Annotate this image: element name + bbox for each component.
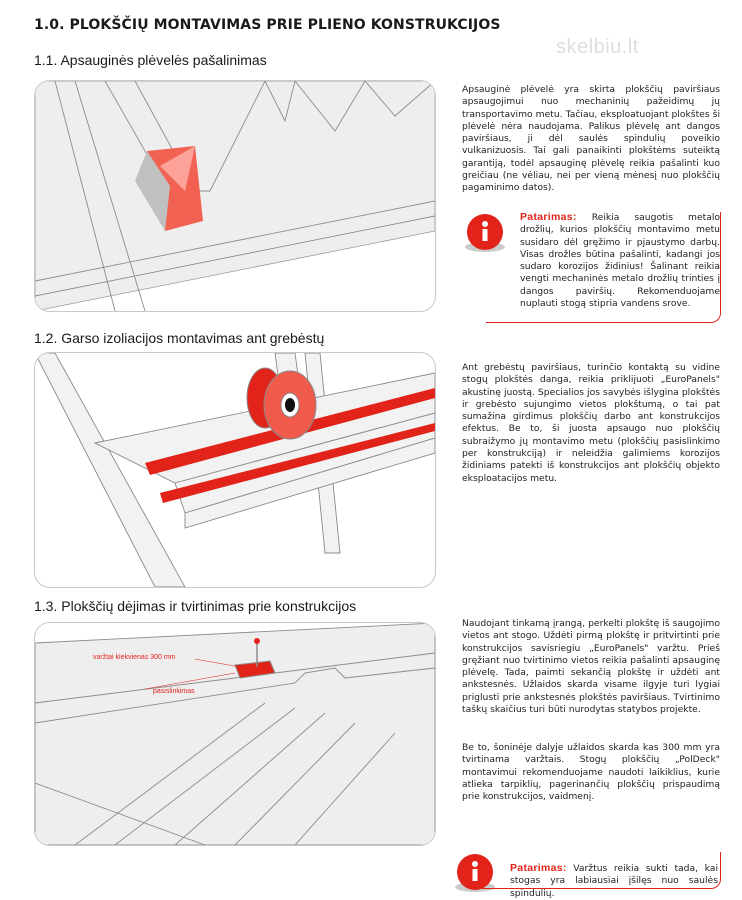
page-title: 1.0. PLOKŠČIŲ MONTAVIMAS PRIE PLIENO KONSTRUKCIJOS [34, 17, 501, 33]
paragraph-1-3: Naudojant tinkamą įrangą, perkelti plokštę iš saugojimo vietos ant stogo. Uždėti pirmą plokštę ir pritvirtinti prie konstrukcijos savisriegiu „EuroPanels" varžtu. Prieš gręžiant nuo tvirtinimo vietos reikia pašalinti apsauginę plėvelę. Tada, paimti sekančią plokštę ir uždėti ant ankstesnės. Užlaidos skarda visame ilgyje turi lygiai priglusti prie ankstesnės plokštės paviršiaus. Tvirtinimo taškų skaičius turi būti nurodytas statybos projekte. [462, 618, 720, 716]
tip-text: Varžtus reikia sukti tada, kai stogas yra labiausiai įšilęs nuo saulės spindulių. [510, 863, 718, 899]
illustration-film-removal [34, 80, 436, 312]
tip-label: Patarimas: [510, 862, 567, 874]
tip-border [480, 852, 721, 889]
section-title-1-2: 1.2. Garso izoliacijos montavimas ant grebėstų [34, 330, 325, 346]
illustration-panel-fixing [34, 622, 436, 846]
label-screws: varžtai kiekvienas 300 mm [93, 654, 176, 661]
paragraph-1-2: Ant grebėstų paviršiaus, turinčio kontaktą su vidine stogų plokštės danga, reikia priklijuoti „EuroPanels" akustinę juostą. Specialios jos savybės išlygina plokštės ir grebėsto sujungimo vietos plokštumą, o tai pat sumažina girdimus plokščių darbo ant konstrukcijos efektus. Be to, ši juosta apsaugo nuo plokščių subraižymo jų montavimo metu (plokščių pasislinkimo per konstrukciją) ir neleidžia galimiems korozijos židiniams patekti iš konstrukcijos ant plokščių objekto eksploatacijos metu. [462, 362, 720, 484]
tip-border [486, 212, 721, 323]
tip-label: Patarimas: [520, 211, 577, 223]
watermark: skelbiu.lt [556, 36, 639, 58]
paragraph-1-3-b: Be to, šoninėje dalyje užlaidos skarda kas 300 mm yra tvirtinama varžtais. Stogų plokščių „PolDeck" montavimui rekomenduojame naudoti laikiklius, kurie atlieka tarpiklių, pagerinančių plokščių prispaudimą prie konstrukcijos, vaidmenį. [462, 742, 720, 803]
label-overlap: pasislinkimas [153, 688, 195, 695]
illustration-acoustic-tape [34, 352, 436, 588]
tip-text: Reikia saugotis metalo drožlių, kurios plokščių montavimo metu susidaro dėl gręžimo ir pjaustymo darbų. Visas drožles būtina pašalinti, kadangi jos sudaro korozijos židinius! Šalinant reikia vengti mechaninės metalo drožlių trinties į dangos paviršių. Rekomenduojame nuplauti stogą stipria vandens srove. [520, 212, 721, 310]
paragraph-1-1: Apsauginė plėvelė yra skirta plokščių paviršiaus apsaugojimui nuo mechaninių pažeidimų jų transportavimo metu. Tačiau, eksploatuojant plokštes ši plėvelė nėra naudojama. Palikus plėvelę ant dangos paviršiaus, ji dėl saulės spindulių poveikio vulkanizuosis. Tai gali panaikinti plokštėms suteiktą garantiją, todėl apsauginę plėvelę reikia pašalinti kuo greičiau (ne vėliau, nei per vieną mėnesį nuo plokščių pagaminimo datos). [462, 84, 720, 194]
section-title-1-1: 1.1. Apsauginės plėvelės pašalinimas [34, 52, 267, 68]
section-title-1-3: 1.3. Plokščių dėjimas ir tvirtinimas prie konstrukcijos [34, 598, 357, 614]
